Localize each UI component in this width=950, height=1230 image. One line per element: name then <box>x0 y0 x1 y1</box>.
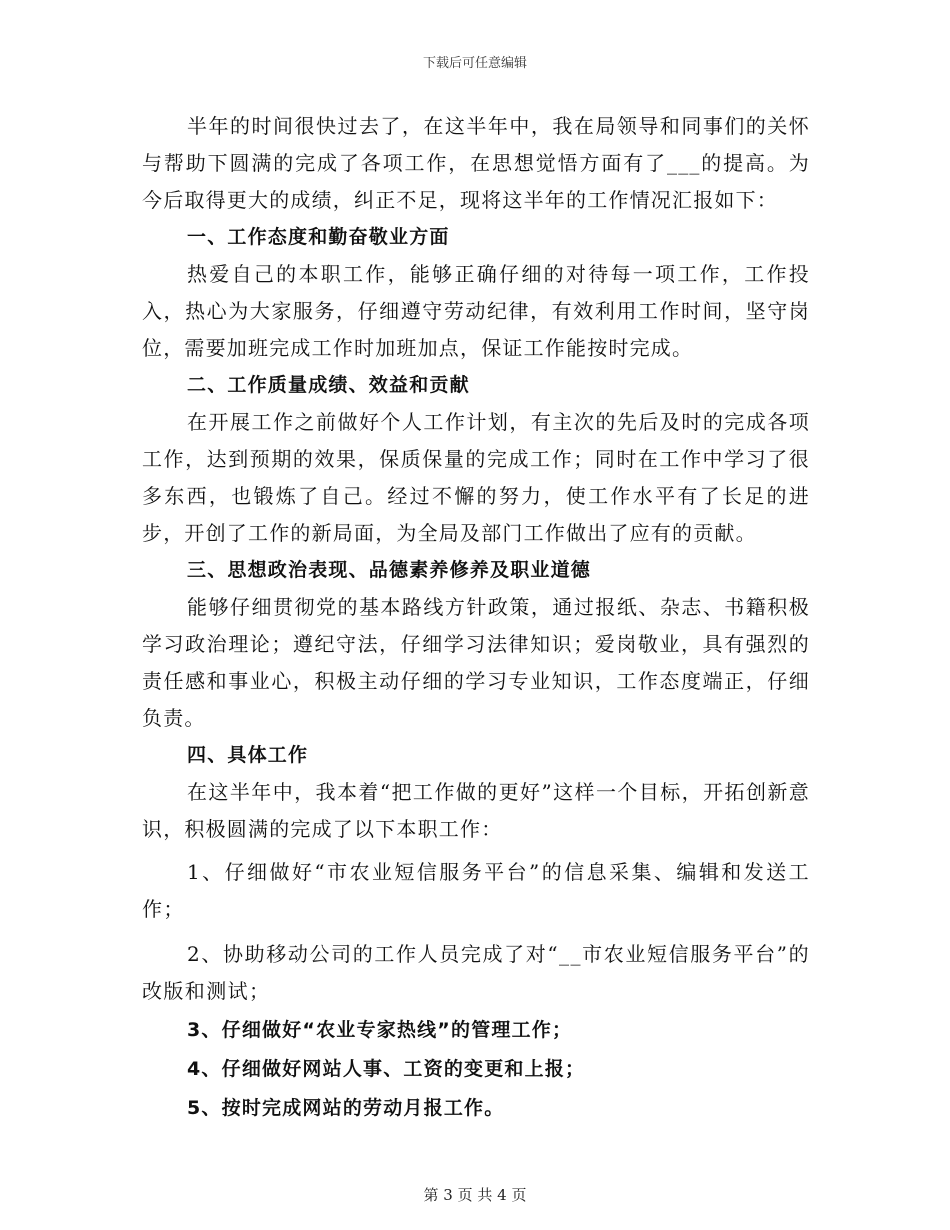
document-body <box>142 108 810 1127</box>
page-footer: 第 3 页 共 4 页 <box>423 1186 527 1204</box>
section-heading-3: 三、思想政治表现、品德素养修养及职业道德 <box>187 559 592 581</box>
section-heading-2: 二、工作质量成绩、效益和贡献 <box>187 374 470 396</box>
list-item-1: 1、仔细做好“市农业短信服务平台”的信息采集、编辑和发送工作； <box>142 860 810 921</box>
section-heading-1: 一、工作态度和勤奋敬业方面 <box>187 226 450 248</box>
list-item-3: 3、仔细做好“农业专家热线”的管理工作； <box>187 1019 573 1041</box>
list-item-5: 5、按时完成网站的劳动月报工作。 <box>187 1097 505 1119</box>
section-paragraph-2: 在开展工作之前做好个人工作计划，有主次的先后及时的完成各项工作，达到预期的效果，保质保量的完成工作；同时在工作中学习了很多东西，也锻炼了自己。经过不懈的努力，使工作水平有了长足的进步，开创了工作的新局面，为全局及部门工作做出了应有的贡献。 <box>142 410 810 545</box>
list-item-4: 4、仔细做好网站人事、工资的变更和上报； <box>187 1058 586 1080</box>
section-paragraph-3: 能够仔细贯彻党的基本路线方针政策，通过报纸、杂志、书籍积极学习政治理论；遵纪守法，仔细学习法律知识；爱岗敬业，具有强烈的责任感和事业心，积极主动仔细的学习专业知识，工作态度端正，仔细负责。 <box>142 595 810 730</box>
section-paragraph-1: 热爱自己的本职工作，能够正确仔细的对待每一项工作，工作投入，热心为大家服务，仔细遵守劳动纪律，有效利用工作时间，坚守岗位，需要加班完成工作时加班加点，保证工作能按时完成。 <box>142 262 810 360</box>
section-paragraph-4: 在这半年中，我本着“把工作做的更好”这样一个目标，开拓创新意识，积极圆满的完成了以下本职工作： <box>142 780 810 841</box>
intro-paragraph: 半年的时间很快过去了，在这半年中，我在局领导和同事们的关怀与帮助下圆满的完成了各项工作，在思想觉悟方面有了___的提高。为今后取得更大的成绩，纠正不足，现将这半年的工作情况汇报如下： <box>142 114 810 212</box>
list-item-2: 2、协助移动公司的工作人员完成了对“__市农业短信服务平台”的改版和测试； <box>142 942 810 1003</box>
page-header: 下载后可任意编辑 <box>422 56 527 71</box>
section-heading-4: 四、具体工作 <box>187 744 309 766</box>
